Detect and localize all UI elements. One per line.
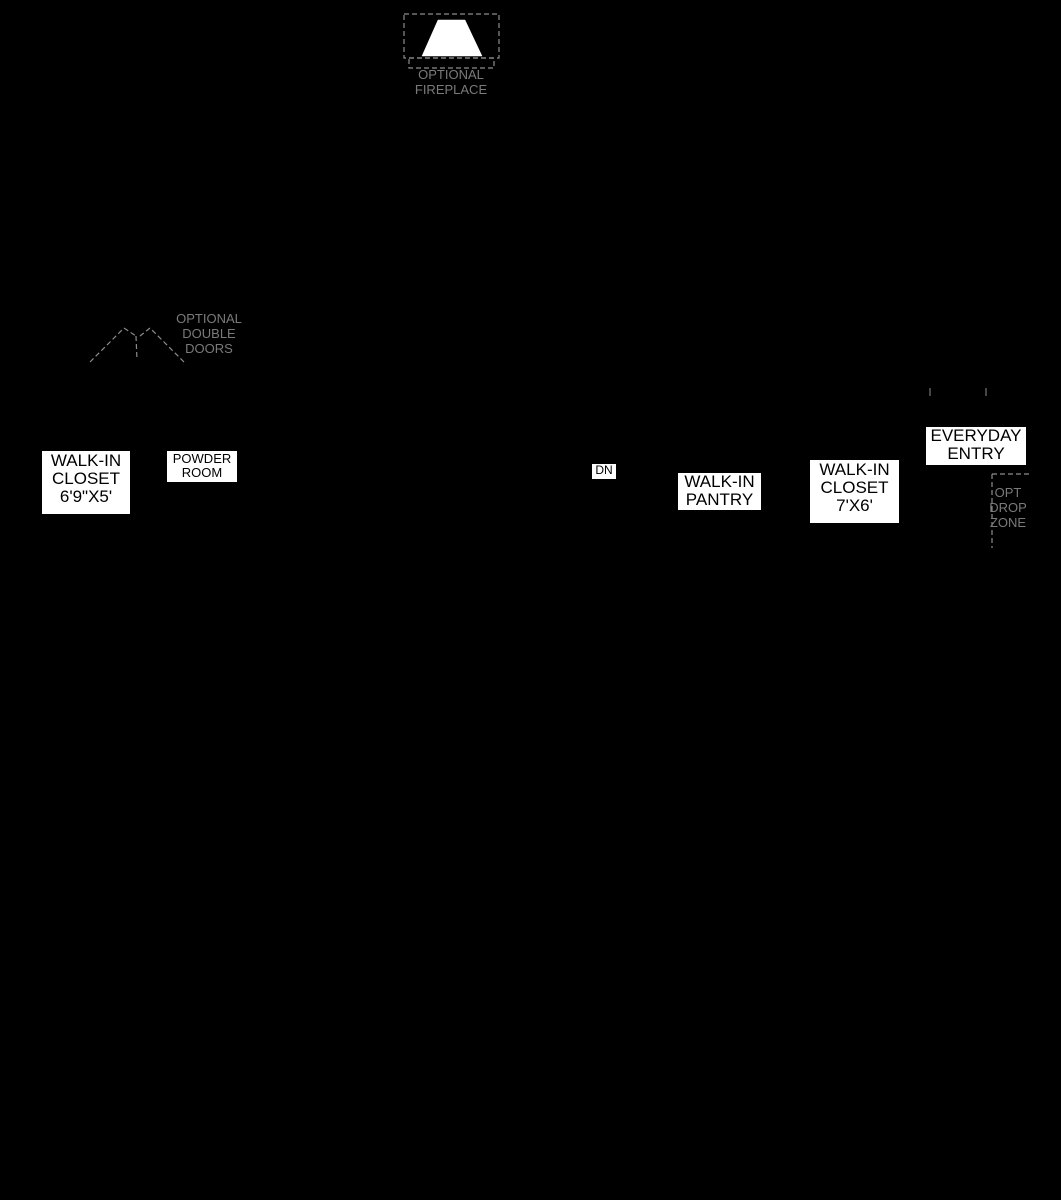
entry-door-ticks bbox=[930, 388, 986, 396]
optional-fireplace-label: OPTIONAL FIREPLACE bbox=[414, 67, 488, 97]
optional-double-doors-label: OPTIONAL DOUBLE DOORS bbox=[176, 311, 242, 356]
walk-in-pantry-label: WALK-IN PANTRY bbox=[678, 473, 761, 510]
walk-in-closet-right-label: WALK-IN CLOSET 7'X6' bbox=[810, 460, 899, 523]
powder-room-label: POWDER ROOM bbox=[167, 451, 237, 482]
everyday-entry-label: EVERYDAY ENTRY bbox=[926, 427, 1026, 465]
optional-drop-zone-label: OPT DROP ZONE bbox=[989, 485, 1027, 530]
walk-in-closet-left-label: WALK-IN CLOSET 6'9"X5' bbox=[42, 451, 130, 514]
stairs-down-label: DN bbox=[592, 464, 616, 479]
fireplace-hearth-shape bbox=[422, 20, 482, 56]
